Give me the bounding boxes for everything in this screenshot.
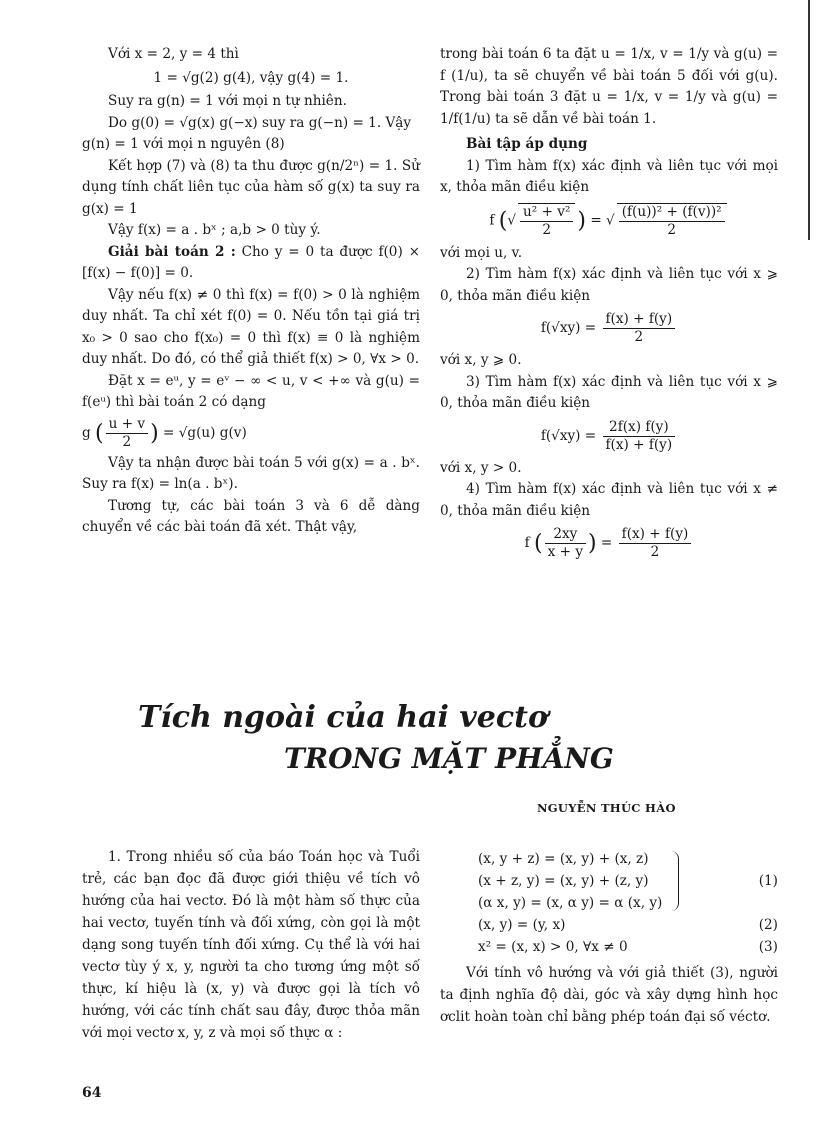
equation-label: (3): [758, 939, 778, 955]
equation: f ( $\frac{2xy}{x + y}$ ) = $\frac{f(x) + f(y)}{2}$: [440, 526, 778, 561]
paragraph: trong bài toán 6 ta đặt u = 1/x, v = 1/y và g(u) = f (1/u), ta sẽ chuyển về bài toán 5 đối với g(u). Trong bài toán 3 đặt u = 1/x, v = 1/y và g(u) = 1/f(1/u) ta sẽ dẫn về bài toán 1.: [440, 46, 778, 127]
paragraph: [82, 242, 420, 285]
paragraph: Vậy f(x) = a . bˣ ; a,b > 0 tùy ý.: [108, 222, 321, 238]
exercise-2: 2) Tìm hàm f(x) xác định và liên tục với x ⩾ 0, thỏa mãn điều kiện: [440, 266, 778, 304]
paragraph: Vậy nếu f(x) ≠ 0 thì f(x) = f(0) > 0 là nghiệm duy nhất. Ta chỉ xét f(0) = 0. Nếu tồn tại giá trị x₀ > 0 sao cho f(x₀) = 0 thì f(x) ≡ 0 là nghiệm duy nhất. Do đó, có thể giả thiết f(x) > 0, ∀x > 0.: [82, 286, 420, 367]
paragraph: với x, y > 0.: [440, 459, 522, 476]
property-group-1: [440, 848, 778, 914]
right-column: [440, 44, 778, 565]
equation-label: (1): [758, 873, 778, 889]
page-number: 64: [82, 1085, 102, 1101]
article-left-column: [82, 846, 420, 1044]
paragraph: Với tính vô hướng và với giả thiết (3), người ta định nghĩa độ dài, góc và xây dựng hình học ơclit hoàn toàn chỉ bằng phép toán đại số véctơ.: [440, 965, 778, 1025]
paragraph: Suy ra g(n) = 1 với mọi n tự nhiên.: [108, 93, 347, 109]
article-right-column: [440, 848, 778, 1028]
property: x² = (x, x) > 0, ∀x ≠ 0: [478, 939, 628, 955]
equation-label: (2): [758, 917, 778, 933]
property: (x + z, y) = (x, y) + (z, y): [478, 873, 649, 889]
equation: 1 = √g(2) g(4), vậy g(4) = 1.: [153, 69, 349, 86]
paragraph: Do g(0) = √g(x) g(−x) suy ra g(−n) = 1. Vậy: [108, 114, 412, 131]
paragraph: Kết hợp (7) và (8) ta thu được g(n/2ⁿ) = 1. Sử dụng tính chất liên tục của hàm số g(x) ta suy ra g(x) = 1: [82, 157, 420, 217]
bold-heading: Giải bài toán 2 :: [108, 243, 236, 260]
author: NGUYỄN THÚC HÀO: [537, 801, 676, 815]
property: (x, y) = (y, x): [478, 917, 566, 933]
paragraph: 1. Trong nhiều số của báo Toán học và Tuổi trẻ, các bạn đọc đã được giới thiệu về tích vô hướng của hai vectơ. Đó là một hàm số thực của hai vectơ, tuyến tính và đối xứng, còn gọi là một dạng song tuyến tính đối xứng. Cụ thể là với hai vectơ tùy ý x, y, người ta cho tương ứng một số thực, kí hiệu là (x, y) và được gọi là tích vô hướng, với các tính chất sau đây, được thỏa mãn với mọi vectơ x, y, z và mọi số thực α :: [82, 849, 420, 1041]
property: (α x, y) = (x, α y) = α (x, y): [478, 895, 663, 911]
property-group-2: [440, 914, 778, 936]
exercise-3: 3) Tìm hàm f(x) xác định và liên tục với x ⩾ 0, thỏa mãn điều kiện: [440, 373, 778, 411]
exercise-1: 1) Tìm hàm f(x) xác định và liên tục với mọi x, thỏa mãn điều kiện: [440, 157, 778, 195]
section-heading: Bài tập áp dụng: [466, 136, 588, 152]
equation: f (√ $\frac{\text{u² + v²}}{2}$ ) = √ $\frac{\text{(f(u))² + (f(v))²}}{2}$: [440, 203, 778, 239]
equation: f(√xy) = $\frac{2f(x) f(y)}{f(x) + f(y)}$: [440, 419, 778, 454]
paragraph-text: Cho y = 0 ta được f(0) × [f(x) − f(0)] = 0.: [82, 243, 420, 281]
paragraph: với mọi u, v.: [440, 244, 523, 261]
equation: g ( $\frac{u + v}{2}$ ) = √g(u) g(v): [82, 415, 247, 450]
equation: g(n) = 1 với mọi n nguyên (8): [82, 136, 285, 152]
paragraph: Đặt x = eᵘ, y = eᵛ − ∞ < u, v < +∞ và g(u) = f(eᵘ) thì bài toán 2 có dạng: [82, 372, 420, 410]
property: (x, y + z) = (x, y) + (x, z): [478, 851, 649, 867]
brace: [668, 851, 679, 911]
equation: f(√xy) = $\frac{f(x) + f(y)}{2}$: [440, 311, 778, 346]
paragraph: Tương tự, các bài toán 3 và 6 dễ dàng chuyển về các bài toán đã xét. Thật vậy,: [82, 497, 420, 535]
left-column: [82, 44, 420, 539]
property-group-3: [440, 936, 778, 958]
paragraph: Vậy ta nhận được bài toán 5 với g(x) = a . bˣ. Suy ra f(x) = ln(a . bˣ).: [82, 454, 420, 492]
exercise-4: 4) Tìm hàm f(x) xác định và liên tục với x ≠ 0, thỏa mãn điều kiện: [440, 481, 778, 519]
title-line-1: Tích ngoài của hai vectơ: [138, 700, 549, 735]
margin-bar: [808, 0, 810, 240]
paragraph: với x, y ⩾ 0.: [440, 352, 522, 368]
paragraph: Với x = 2, y = 4 thì: [108, 46, 239, 62]
title-line-2: TRONG MẶT PHẲNG: [284, 742, 614, 775]
